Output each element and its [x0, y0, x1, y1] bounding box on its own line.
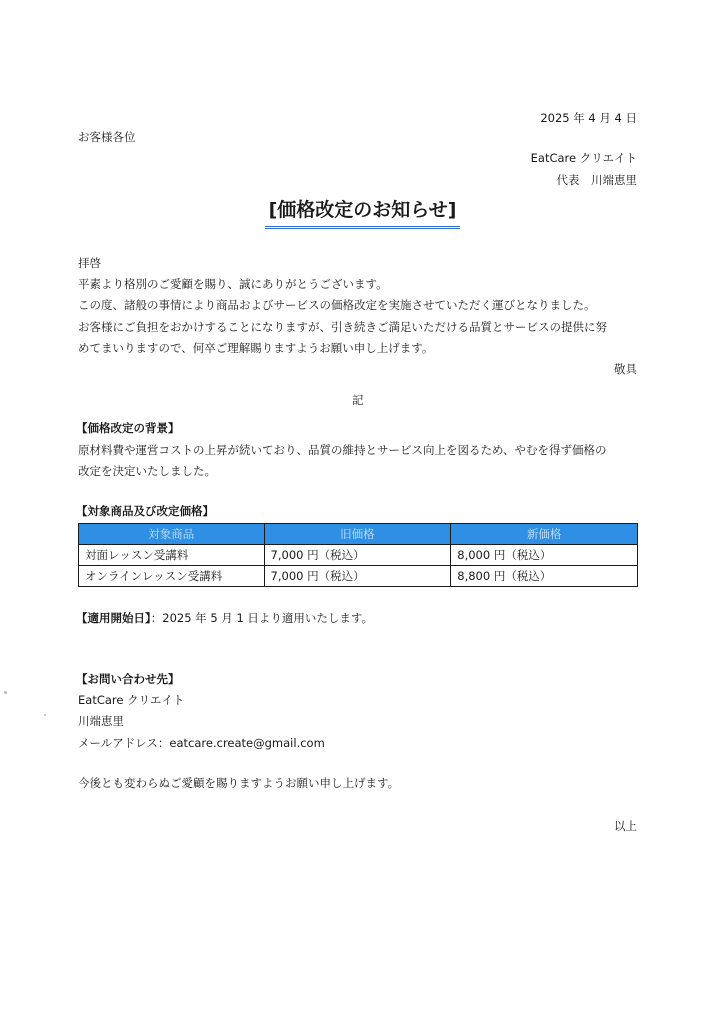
- contact-heading: 【お問い合わせ先】: [76, 672, 180, 686]
- contact-company: EatCare クリエイト: [78, 693, 185, 707]
- product-name-cell: オンラインレッスン受講料: [79, 566, 265, 587]
- sender-company: EatCare クリエイト: [530, 151, 637, 165]
- table-row: [79, 566, 638, 587]
- body-line-2: この度、諸般の事情により商品およびサービスの価格改定を実施させていただく運びとなりました。: [78, 298, 596, 312]
- contact-name: 川端恵里: [78, 714, 124, 728]
- effective-date-label: 【適用開始日】: [76, 611, 151, 625]
- body-line-3: お客様にご負担をおかけすることになりますが、引き続きご満足いただける品質とサービスの提供に努: [78, 320, 607, 334]
- column-header-product: 対象商品: [79, 524, 265, 545]
- ki-marker: 記: [352, 393, 364, 407]
- table-row: [79, 545, 638, 566]
- sender-representative: 代表 川端恵里: [556, 173, 637, 187]
- body-line-1: 平素より格別のご愛顧を賜り、誠にありがとうございます。: [78, 277, 388, 291]
- column-header-new-price: 新価格: [451, 524, 638, 545]
- recipient: お客様各位: [78, 130, 136, 144]
- background-line-2: 改定を決定いたしました。: [78, 464, 216, 478]
- column-header-old-price: 旧価格: [264, 524, 451, 545]
- new-price-cell: 8,000 円（税込）: [451, 545, 638, 566]
- closing-message: 今後とも変わらぬご愛顧を賜りますようお願い申し上げます。: [78, 776, 400, 790]
- document-date: 2025 年 4 月 4 日: [540, 111, 637, 125]
- background-line-1: 原材料費や運営コストの上昇が続いており、品質の維持とサービス向上を図るため、やむを得ず価格の: [78, 443, 607, 457]
- products-heading: 【対象商品及び改定価格】: [76, 504, 214, 518]
- document-title: [0, 197, 725, 229]
- scan-speck: [4, 691, 7, 694]
- old-price-cell: 7,000 円（税込）: [264, 566, 451, 587]
- document-title-text: [価格改定のお知らせ]: [265, 197, 461, 229]
- price-table-header-row: [79, 524, 638, 545]
- closing-keigu: 敬具: [614, 362, 637, 376]
- product-name-cell: 対面レッスン受講料: [79, 545, 265, 566]
- effective-date-text: ：2025 年 5 月 1 日より適用いたします。: [150, 611, 374, 625]
- old-price-cell: 7,000 円（税込）: [264, 545, 451, 566]
- body-line-4: めてまいりますので、何卒ご理解賜りますようお願い申し上げます。: [78, 341, 434, 355]
- contact-email: メールアドレス：eatcare.create@gmail.com: [78, 736, 325, 750]
- closing-ijou: 以上: [614, 819, 637, 833]
- new-price-cell: 8,800 円（税込）: [451, 566, 638, 587]
- effective-date: [76, 610, 373, 626]
- background-heading: 【価格改定の背景】: [76, 421, 180, 435]
- scan-speck: [44, 714, 46, 716]
- opening-haikei: 拝啓: [78, 256, 101, 270]
- price-table: [78, 523, 638, 587]
